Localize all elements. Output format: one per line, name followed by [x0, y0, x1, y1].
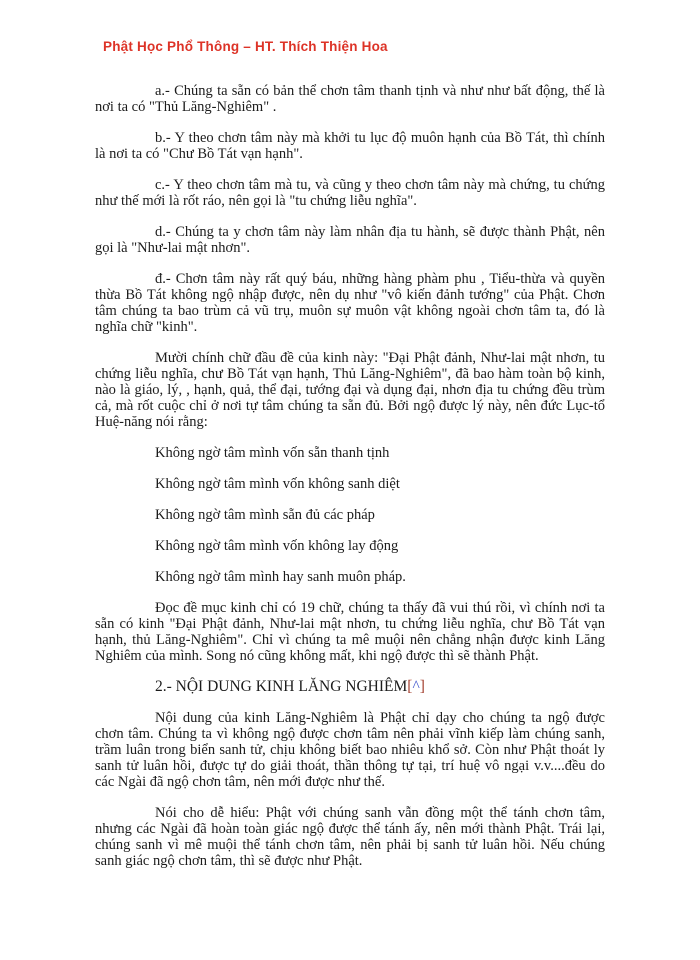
document-body [95, 83, 605, 869]
paragraph-c: c.- Y theo chơn tâm mà tu, và cũng y theo chơn tâm này mà chứng, tu chứng như thế mới là rốt ráo, nên gọi là "tu chứng liễu nghĩa". [95, 177, 605, 209]
paragraph-reading-title: Đọc đề mục kinh chỉ có 19 chữ, chúng ta thấy đã vui thú rồi, vì chính nơi ta sẵn có kinh "Đại Phật đảnh, Như-lai mật nhơn, tu chứng liễu nghĩa, chư Bồ Tát vạn hạnh, thủ Lăng-Nghiêm". Chỉ vì chúng ta mê muội nên chẳng nhận được kinh Lăng Nghiêm của mình. Song nó cũng không mất, khi ngộ được thì sẽ thành Phật. [95, 600, 605, 664]
paragraph-a: a.- Chúng ta sẵn có bản thể chơn tâm thanh tịnh và như như bất động, thế là nơi ta có "Thủ Lăng-Nghiêm" . [95, 83, 605, 115]
anchor-open-bracket: [ [407, 678, 413, 695]
verse-line-1: Không ngờ tâm mình vốn sẵn thanh tịnh [155, 445, 390, 461]
verse-line-4: Không ngờ tâm mình vốn không lay động [155, 538, 399, 554]
verse-line-5: Không ngờ tâm mình hay sanh muôn pháp. [155, 569, 406, 585]
footnote-anchor-link[interactable] [407, 678, 425, 695]
paragraph-d: d.- Chúng ta y chơn tâm này làm nhân địa tu hành, sẽ được thành Phật, nên gọi là "Như-lai mật nhơn". [95, 224, 605, 256]
section-heading-text: 2.- NỘI DUNG KINH LĂNG NGHIÊM [155, 678, 408, 695]
paragraph-content-2: Nói cho dễ hiểu: Phật với chúng sanh vẫn đồng một thể tánh chơn tâm, nhưng các Ngài đã hoàn toàn giác ngộ được thể tánh ấy, nên mới thành Phật. Trái lại, chúng sanh vì mê muội thể tánh chơn tâm, nên phải bị sanh tử luân hồi. Nếu chúng sanh giác ngộ chơn tâm, thì sẽ được như Phật. [95, 805, 605, 869]
anchor-close-bracket: ] [419, 678, 425, 695]
paragraph-dd: đ.- Chơn tâm này rất quý báu, những hàng phàm phu , Tiểu-thừa và quyền thừa Bồ Tát không ngộ nhập được, nên dụ như "vô kiến đảnh tướng" của Phật. Chơn tâm chúng ta bao trùm cả vũ trụ, muôn sự muôn vật không ngoài chơn tâm ta, đó là nghĩa chữ "kinh". [95, 271, 605, 335]
verse-line-2: Không ngờ tâm mình vốn không sanh diệt [155, 476, 400, 492]
page-header-title: Phật Học Phổ Thông – HT. Thích Thiện Hoa [103, 39, 388, 54]
section-heading [95, 679, 605, 695]
paragraph-b: b.- Y theo chơn tâm này mà khởi tu lục độ muôn hạnh của Bồ Tát, thì chính là nơi ta có "Chư Bồ Tát vạn hạnh". [95, 130, 605, 162]
verse-block [95, 445, 605, 585]
anchor-caret: ^ [412, 678, 420, 695]
paragraph-content-1: Nội dung của kinh Lăng-Nghiêm là Phật chỉ dạy cho chúng ta ngộ được chơn tâm. Chúng ta vì không ngộ được chơn tâm nên phải vĩnh kiếp làm chúng sanh, trầm luân trong biển sanh tử, chịu không biết bao nhiêu khổ sở. Còn như Phật thoát ly sanh tử luân hồi, được tự do giải thoát, thần thông tự tại, trí huệ vô ngại v.v....đều do các Ngài đã ngộ chơn tâm, nên mới được như thế. [95, 710, 605, 790]
paragraph-title-explanation: Mười chính chữ đầu đề của kinh này: "Đại Phật đảnh, Như-lai mật nhơn, tu chứng liễu nghĩa, chư Bồ Tát vạn hạnh, Thủ Lăng-Nghiêm", đã bao hàm toàn bộ kinh, nào là giáo, lý, , hạnh, quả, thể đại, tướng đại và dụng đại, nhơn địa tu chứng đều trùm cả, mà rốt cuộc chỉ ở nơi tự tâm chúng ta sẵn đủ. Bởi ngộ được lý này, nên đức Lục-tổ Huệ-năng nói rằng: [95, 350, 605, 430]
verse-line-3: Không ngờ tâm mình sẵn đủ các pháp [155, 507, 375, 523]
page-header [103, 39, 700, 54]
